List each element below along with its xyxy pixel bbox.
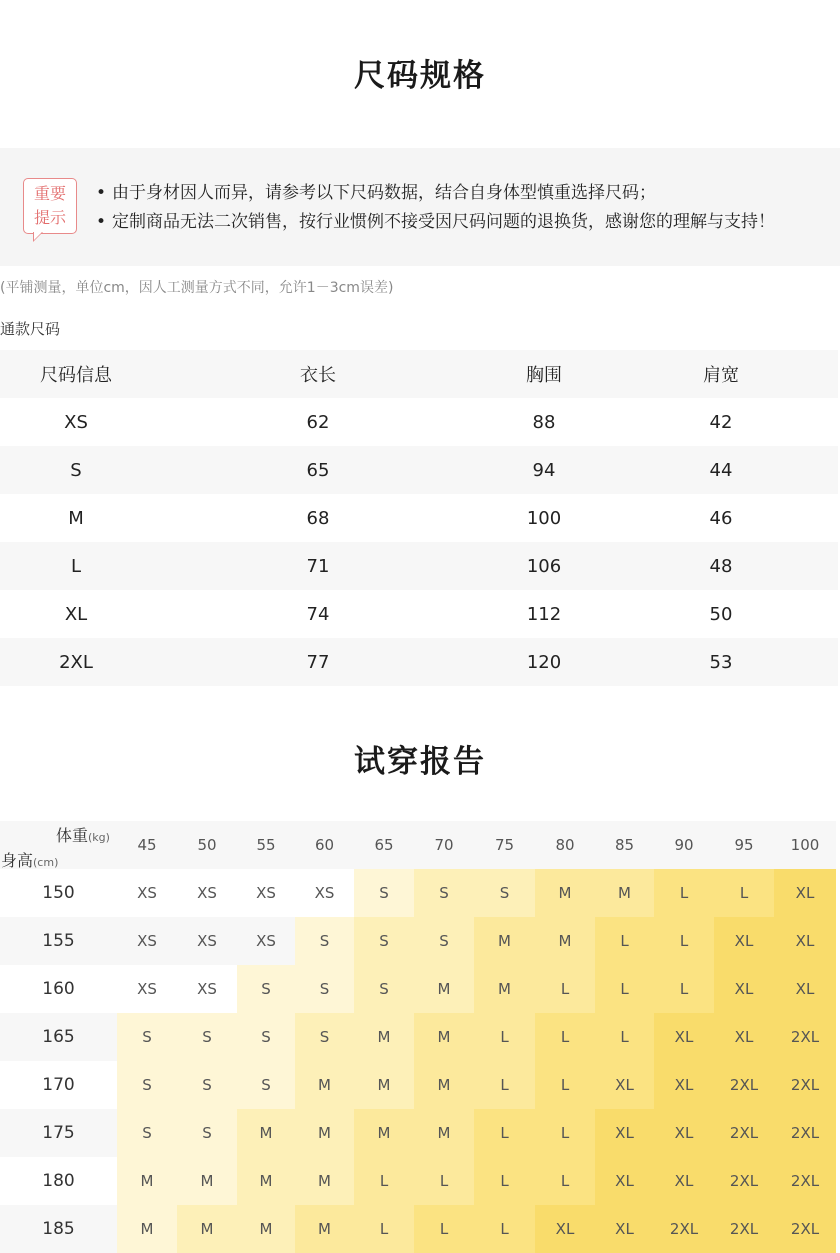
height-label: 身高	[1, 851, 34, 870]
cell-size: XL	[0, 590, 152, 638]
fit-row	[0, 1013, 836, 1061]
fit-size-cell: XS	[177, 869, 237, 917]
header-chest: 胸围	[484, 350, 604, 398]
cell-chest: 88	[484, 398, 604, 446]
weight-header: 70	[414, 821, 474, 869]
height-axis-label	[1, 848, 58, 871]
fit-size-cell: M	[177, 1205, 237, 1253]
cell-shoulder: 44	[604, 446, 838, 494]
badge-tail-inner	[34, 232, 42, 240]
cell-shoulder: 50	[604, 590, 838, 638]
fit-size-cell: S	[117, 1109, 177, 1157]
fit-size-cell: 2XL	[774, 1205, 836, 1253]
fit-size-cell: S	[354, 917, 414, 965]
fit-size-cell: L	[595, 917, 654, 965]
cell-size: XS	[0, 398, 152, 446]
fit-size-cell: M	[474, 917, 535, 965]
fit-size-cell: M	[295, 1061, 354, 1109]
fit-row	[0, 1061, 836, 1109]
cell-length: 62	[152, 398, 484, 446]
fit-size-cell: S	[414, 869, 474, 917]
fit-size-cell: 2XL	[654, 1205, 714, 1253]
table-row	[0, 398, 838, 446]
notice-item-fit: • 由于身材因人而异，请参考以下尺码数据，结合自身体型慎重选择尺码；	[96, 179, 775, 208]
fit-size-cell: S	[237, 1061, 295, 1109]
fit-corner-cell	[0, 821, 117, 869]
fit-size-cell: M	[354, 1013, 414, 1061]
fit-size-cell: L	[474, 1109, 535, 1157]
fit-size-cell: XL	[535, 1205, 595, 1253]
weight-header: 90	[654, 821, 714, 869]
height-cell: 155	[0, 917, 117, 965]
fit-size-cell: XL	[595, 1061, 654, 1109]
cell-size: M	[0, 494, 152, 542]
fit-size-cell: L	[474, 1061, 535, 1109]
fit-row	[0, 917, 836, 965]
fit-size-cell: XL	[595, 1109, 654, 1157]
fit-size-cell: XS	[237, 917, 295, 965]
fit-size-cell: XL	[654, 1157, 714, 1205]
fit-size-cell: M	[237, 1205, 295, 1253]
weight-header: 95	[714, 821, 774, 869]
fit-size-cell: S	[177, 1013, 237, 1061]
weight-header: 100	[774, 821, 836, 869]
fit-size-cell: 2XL	[714, 1061, 774, 1109]
fit-size-cell: L	[595, 965, 654, 1013]
fit-size-cell: L	[654, 917, 714, 965]
fit-size-cell: M	[237, 1157, 295, 1205]
fit-size-cell: S	[237, 965, 295, 1013]
fit-size-cell: M	[414, 965, 474, 1013]
weight-header: 50	[177, 821, 237, 869]
weight-label: 体重	[56, 826, 89, 845]
cell-chest: 100	[484, 494, 604, 542]
badge-line-2: 提示	[33, 208, 66, 227]
fit-size-cell: M	[414, 1109, 474, 1157]
fit-size-cell: L	[654, 965, 714, 1013]
cell-size: L	[0, 542, 152, 590]
table-row	[0, 542, 838, 590]
fit-size-cell: 2XL	[774, 1109, 836, 1157]
height-cell: 185	[0, 1205, 117, 1253]
cell-chest: 94	[484, 446, 604, 494]
fit-report-title: 试穿报告	[354, 744, 486, 780]
fit-size-cell: 2XL	[714, 1205, 774, 1253]
fit-size-cell: L	[654, 869, 714, 917]
fit-size-cell: XS	[177, 917, 237, 965]
cell-chest: 120	[484, 638, 604, 686]
fit-size-cell: S	[295, 1013, 354, 1061]
height-cell: 180	[0, 1157, 117, 1205]
fit-size-cell: XL	[774, 965, 836, 1013]
fit-size-cell: M	[595, 869, 654, 917]
cell-size: 2XL	[0, 638, 152, 686]
cell-length: 77	[152, 638, 484, 686]
weight-header: 75	[474, 821, 535, 869]
height-cell: 175	[0, 1109, 117, 1157]
fit-size-cell: L	[414, 1205, 474, 1253]
fit-size-cell: S	[354, 869, 414, 917]
fit-size-cell: M	[535, 869, 595, 917]
fit-row	[0, 1205, 836, 1253]
fit-size-cell: XS	[117, 965, 177, 1013]
table-row	[0, 446, 838, 494]
fit-size-cell: XL	[714, 917, 774, 965]
cell-size: S	[0, 446, 152, 494]
table-row	[0, 638, 838, 686]
size-table-header-row	[0, 350, 838, 398]
fit-row	[0, 965, 836, 1013]
fit-size-cell: XL	[714, 965, 774, 1013]
cell-length: 65	[152, 446, 484, 494]
fit-size-cell: XL	[714, 1013, 774, 1061]
cell-shoulder: 53	[604, 638, 838, 686]
fit-size-cell: M	[295, 1109, 354, 1157]
height-cell: 170	[0, 1061, 117, 1109]
fit-size-cell: XL	[654, 1061, 714, 1109]
fit-row	[0, 1157, 836, 1205]
header-size-info: 尺码信息	[0, 350, 152, 398]
fit-size-cell: M	[414, 1061, 474, 1109]
fit-size-cell: S	[237, 1013, 295, 1061]
fit-size-cell: S	[117, 1061, 177, 1109]
notice-item-no-return: • 定制商品无法二次销售，按行业惯例不接受因尺码问题的退换货，感谢您的理解与支持！	[96, 208, 775, 237]
weight-unit: (kg)	[88, 831, 110, 844]
fit-size-cell: XL	[654, 1013, 714, 1061]
fit-size-cell: S	[295, 965, 354, 1013]
fit-size-cell: L	[414, 1157, 474, 1205]
fit-size-cell: L	[474, 1157, 535, 1205]
fit-size-cell: M	[117, 1157, 177, 1205]
height-cell: 165	[0, 1013, 117, 1061]
fit-row	[0, 869, 836, 917]
fit-row	[0, 1109, 836, 1157]
fit-size-cell: XL	[654, 1109, 714, 1157]
cell-shoulder: 48	[604, 542, 838, 590]
fit-size-cell: S	[474, 869, 535, 917]
fit-size-cell: 2XL	[774, 1061, 836, 1109]
size-spec-title: 尺码规格	[354, 58, 486, 94]
weight-header: 85	[595, 821, 654, 869]
fit-size-cell: M	[177, 1157, 237, 1205]
fit-size-cell: M	[535, 917, 595, 965]
cell-shoulder: 46	[604, 494, 838, 542]
header-shoulder: 肩宽	[604, 350, 838, 398]
fit-size-cell: L	[535, 1109, 595, 1157]
fit-size-cell: XL	[774, 869, 836, 917]
fit-size-cell: M	[354, 1061, 414, 1109]
fit-size-cell: XS	[177, 965, 237, 1013]
fit-header-row	[0, 821, 836, 869]
fit-size-cell: S	[117, 1013, 177, 1061]
weight-header: 80	[535, 821, 595, 869]
fit-size-cell: 2XL	[714, 1109, 774, 1157]
fit-size-cell: L	[354, 1205, 414, 1253]
fit-size-cell: XL	[595, 1157, 654, 1205]
cell-shoulder: 42	[604, 398, 838, 446]
fit-size-cell: M	[237, 1109, 295, 1157]
height-cell: 160	[0, 965, 117, 1013]
header-length: 衣长	[152, 350, 484, 398]
fit-size-cell: M	[117, 1205, 177, 1253]
fit-size-cell: S	[295, 917, 354, 965]
fit-size-cell: XS	[117, 917, 177, 965]
fit-size-cell: S	[354, 965, 414, 1013]
fit-size-cell: L	[714, 869, 774, 917]
cell-length: 71	[152, 542, 484, 590]
measurement-note: (平铺测量，单位cm，因人工测量方式不同，允许1－3cm误差)	[0, 280, 394, 296]
fit-size-cell: L	[354, 1157, 414, 1205]
fit-size-cell: L	[535, 1061, 595, 1109]
table-row	[0, 494, 838, 542]
weight-header: 65	[354, 821, 414, 869]
cell-length: 68	[152, 494, 484, 542]
fit-size-cell: XL	[774, 917, 836, 965]
table-row	[0, 590, 838, 638]
fit-size-cell: XS	[295, 869, 354, 917]
notice-list	[96, 179, 775, 237]
weight-header: 45	[117, 821, 177, 869]
cell-chest: 106	[484, 542, 604, 590]
weight-header: 60	[295, 821, 354, 869]
fit-size-cell: L	[595, 1013, 654, 1061]
fit-size-cell: S	[177, 1109, 237, 1157]
fit-size-cell: M	[295, 1157, 354, 1205]
fit-size-cell: L	[474, 1013, 535, 1061]
fit-size-cell: M	[354, 1109, 414, 1157]
fit-size-cell: XS	[237, 869, 295, 917]
height-cell: 150	[0, 869, 117, 917]
weight-axis-label	[56, 823, 110, 846]
fit-size-cell: M	[414, 1013, 474, 1061]
size-spec-table	[0, 350, 838, 686]
section-label: 通款尺码	[0, 320, 61, 338]
fit-size-cell: S	[177, 1061, 237, 1109]
cell-chest: 112	[484, 590, 604, 638]
fit-report-table	[0, 821, 836, 1253]
fit-size-cell: 2XL	[774, 1013, 836, 1061]
height-unit: (cm)	[33, 856, 59, 869]
cell-length: 74	[152, 590, 484, 638]
badge-line-1: 重要	[33, 184, 66, 203]
fit-size-cell: M	[474, 965, 535, 1013]
weight-header: 55	[237, 821, 295, 869]
fit-size-cell: S	[414, 917, 474, 965]
fit-size-cell: L	[535, 1157, 595, 1205]
fit-size-cell: L	[474, 1205, 535, 1253]
fit-size-cell: L	[535, 1013, 595, 1061]
fit-size-cell: L	[535, 965, 595, 1013]
important-notice	[0, 148, 840, 266]
fit-size-cell: 2XL	[714, 1157, 774, 1205]
fit-size-cell: M	[295, 1205, 354, 1253]
fit-size-cell: 2XL	[774, 1157, 836, 1205]
fit-size-cell: XL	[595, 1205, 654, 1253]
important-badge	[23, 178, 77, 234]
fit-size-cell: XS	[117, 869, 177, 917]
